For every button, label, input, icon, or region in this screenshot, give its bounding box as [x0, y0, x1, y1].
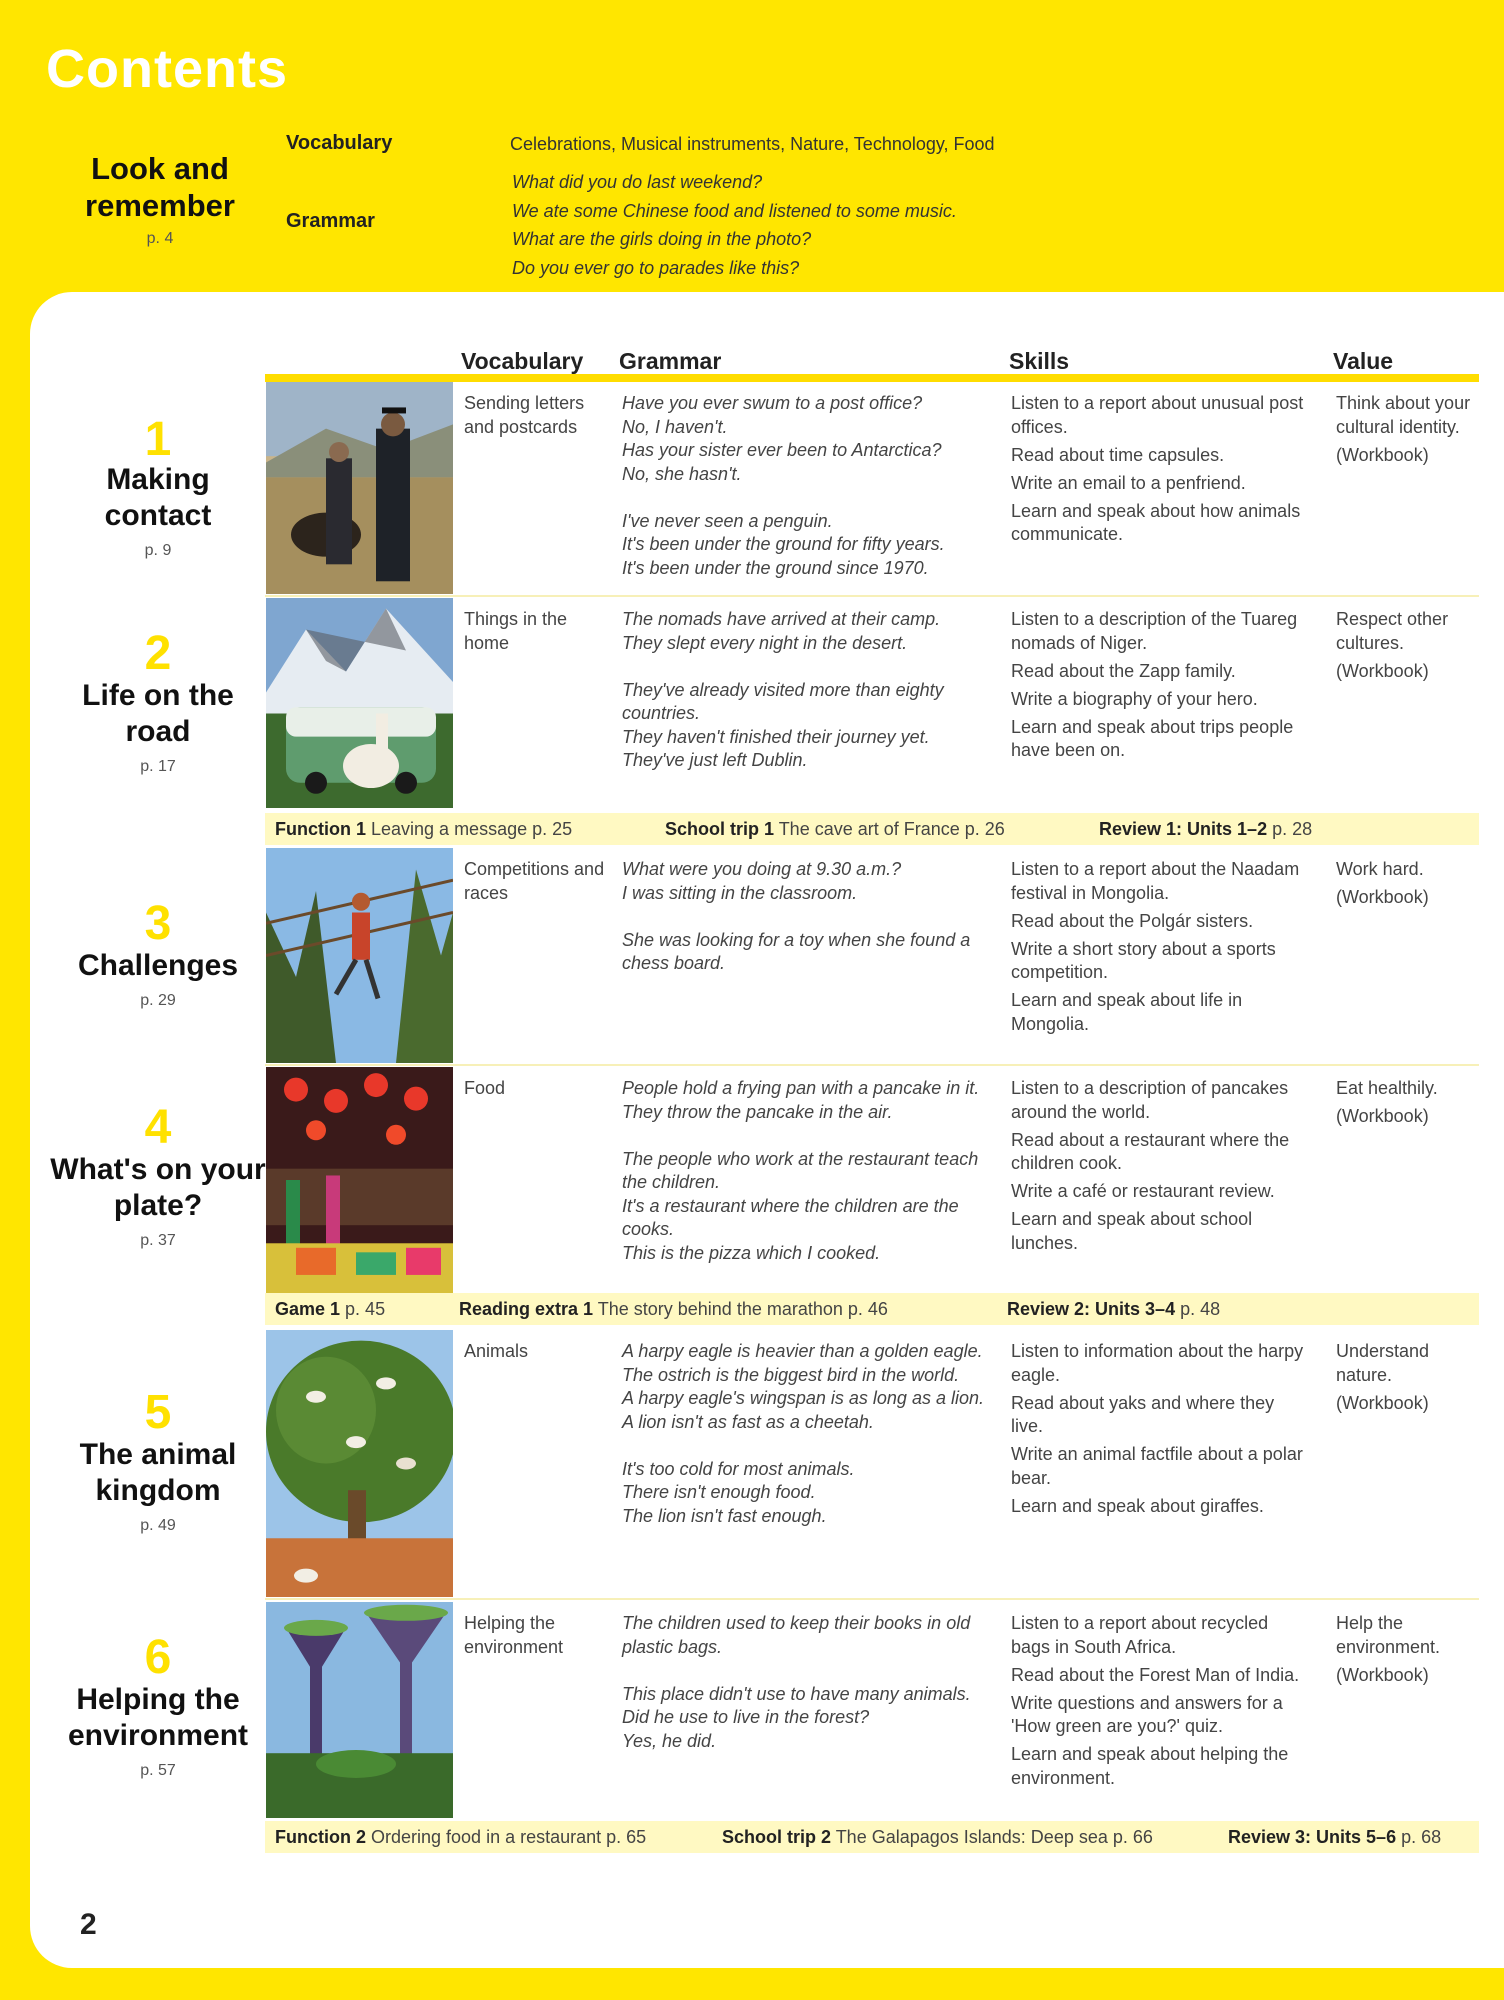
extras-item[interactable]: [275, 1299, 385, 1320]
grammar-cell: [622, 858, 994, 999]
grammar-cell: [622, 392, 994, 604]
value-item: Understand nature.: [1336, 1341, 1430, 1385]
value-cell: [1336, 392, 1476, 472]
extras-item-text: Ordering food in a restaurant p. 65: [366, 1827, 647, 1847]
look-and-remember-page: p. 4: [146, 230, 174, 247]
unit-title[interactable]: What's on your plate?: [50, 1153, 266, 1222]
skill-item: Write a café or restaurant review.: [1011, 1181, 1275, 1201]
vocabulary-cell: Animals: [464, 1341, 529, 1361]
camper-van-with-llama-photo: [266, 598, 453, 808]
skill-item: Read about time capsules.: [1011, 444, 1225, 465]
unit-number: 1: [144, 413, 172, 466]
grammar-example: This place didn't use to have many animals. Did he use to live in the forest? Yes, he did.: [622, 1683, 971, 1751]
skill-item: Read about yaks and where they live.: [1011, 1392, 1275, 1436]
extras-item-text: Leaving a message p. 25: [366, 819, 573, 839]
skill-item: Read about the Zapp family.: [1011, 660, 1236, 681]
grammar-example: I've never seen a penguin. It's been under the ground for fifty years. It's been under the ground since 1970.: [622, 510, 945, 578]
skill-item: Learn and speak about trips people have been on.: [1011, 716, 1294, 760]
unit-title[interactable]: Life on the road: [82, 679, 234, 748]
extras-item-label: Function 1: [275, 819, 366, 839]
skill-item: Write questions and answers for a 'How green are you?' quiz.: [1011, 1692, 1283, 1736]
row-divider: [265, 595, 1479, 597]
lar-grammar-examples: [512, 168, 957, 282]
extras-item[interactable]: [1099, 819, 1312, 840]
value-item: Help the environment.: [1336, 1613, 1441, 1657]
extras-item-label: Function 2: [275, 1827, 366, 1847]
row-divider: [265, 1064, 1479, 1066]
extras-item-label: School trip 2: [722, 1827, 832, 1847]
unit-number: 4: [144, 1101, 172, 1154]
extras-item-label: School trip 1: [665, 819, 775, 839]
value-cell: [1336, 1612, 1476, 1692]
rope-course-climber-photo: [266, 848, 453, 1063]
extras-item[interactable]: [275, 1827, 646, 1848]
value-item: (Workbook): [1336, 1106, 1429, 1126]
extras-item-label: Reading extra 1: [459, 1299, 594, 1319]
grammar-example: People hold a frying pan with a pancake in it. They throw the pancake in the air.: [622, 1078, 980, 1122]
extras-item[interactable]: [665, 819, 1005, 840]
row-divider: [265, 1598, 1479, 1600]
grammar-example: What were you doing at 9.30 a.m.? I was sitting in the classroom.: [622, 859, 902, 903]
skill-item: Read about the Polgár sisters.: [1011, 910, 1254, 931]
lar-grammar-line: What did you do last weekend?: [512, 172, 763, 192]
vocabulary-cell: Food: [464, 1078, 506, 1098]
extras-item[interactable]: [1007, 1299, 1220, 1320]
skills-cell: [1011, 858, 1311, 1041]
skills-cell: [1011, 1612, 1311, 1795]
lar-grammar-line: Do you ever go to parades like this?: [512, 257, 800, 278]
value-cell: [1336, 1340, 1476, 1420]
grammar-example: The children used to keep their books in old plastic bags.: [622, 1613, 971, 1657]
grammar-example: It's too cold for most animals. There isn't enough food. The lion isn't fast enough.: [622, 1458, 855, 1526]
lantern-food-market-photo: [266, 1067, 453, 1293]
grammar-example: The nomads have arrived at their camp. They slept every night in the desert.: [622, 609, 941, 653]
extras-item-text: p. 68: [1396, 1827, 1442, 1847]
skills-cell: [1011, 392, 1311, 551]
grammar-cell: [622, 1340, 994, 1552]
skill-item: Learn and speak about helping the environment.: [1011, 1744, 1289, 1788]
value-item: (Workbook): [1336, 1392, 1429, 1413]
skill-item: Listen to information about the harpy eagle.: [1011, 1341, 1304, 1385]
extras-item-text: The story behind the marathon p. 46: [593, 1299, 888, 1319]
goats-in-argan-tree-photo: [266, 1330, 453, 1597]
extras-item[interactable]: [459, 1299, 888, 1320]
skill-item: Learn and speak about life in Mongolia.: [1011, 990, 1243, 1034]
grammar-example: They've already visited more than eighty countries. They haven't finished their journey yet. They've just left Dublin.: [622, 679, 944, 770]
extras-item-text: The Galapagos Islands: Deep sea p. 66: [831, 1827, 1153, 1847]
unit-title[interactable]: The animal kingdom: [79, 1438, 237, 1507]
page-number: 2: [80, 1908, 97, 1941]
extras-item[interactable]: [722, 1827, 1153, 1848]
skill-item: Listen to a description of the Tuareg nomads of Niger.: [1011, 609, 1298, 653]
header-grammar: Grammar: [619, 348, 722, 374]
header-vocabulary: Vocabulary: [461, 348, 584, 374]
unit-number: 3: [144, 897, 172, 950]
skills-cell: [1011, 608, 1311, 767]
value-item: (Workbook): [1336, 444, 1429, 465]
value-item: (Workbook): [1336, 660, 1429, 681]
extras-item[interactable]: [275, 819, 572, 840]
unit-number: 6: [144, 1631, 172, 1684]
unit-page-ref: p. 17: [140, 758, 176, 775]
value-item: Think about your cultural identity.: [1336, 393, 1471, 437]
unit-page-ref: p. 49: [140, 1517, 176, 1534]
vocabulary-cell: Sending letters and postcards: [464, 393, 585, 437]
skill-item: Read about the Forest Man of India.: [1011, 1664, 1300, 1685]
unit-title[interactable]: Making contact: [104, 463, 212, 532]
skill-item: Listen to a description of pancakes around the world.: [1011, 1078, 1289, 1122]
extras-item-label: Review 1: Units 1–2: [1099, 819, 1268, 839]
extras-item-text: p. 28: [1267, 819, 1313, 839]
header-skills: Skills: [1009, 348, 1070, 374]
skill-item: Write a biography of your hero.: [1011, 688, 1258, 709]
unit-page-ref: p. 9: [144, 542, 172, 559]
value-item: Work hard.: [1336, 859, 1424, 879]
grammar-example: The people who work at the restaurant teach the children. It's a restaurant where the children are the cooks. This is the pizza which I cooked.: [622, 1148, 979, 1263]
skills-cell: [1011, 1077, 1311, 1260]
extras-item-text: The cave art of France p. 26: [774, 819, 1005, 839]
unit-title[interactable]: Helping the environment: [67, 1683, 249, 1752]
grammar-cell: [622, 608, 994, 796]
value-item: Eat healthily.: [1336, 1078, 1438, 1098]
grammar-example: A harpy eagle is heavier than a golden eagle. The ostrich is the biggest bird in the world. A harpy eagle's wingspan is as long as a lion. A lion isn't as fast as a cheetah.: [622, 1341, 984, 1432]
look-and-remember-heading: Look and remember: [85, 151, 235, 223]
skill-item: Read about a restaurant where the children cook.: [1011, 1129, 1290, 1173]
unit-number: 5: [144, 1386, 172, 1439]
value-item: Respect other cultures.: [1336, 609, 1449, 653]
nomad-family-with-sheep-photo: [266, 382, 453, 594]
grammar-cell: [622, 1077, 994, 1289]
extras-item-text: p. 45: [340, 1299, 386, 1319]
value-item: (Workbook): [1336, 887, 1429, 907]
header-rule: [265, 374, 1479, 382]
skills-cell: [1011, 1340, 1311, 1523]
header-value: Value: [1333, 348, 1394, 374]
skill-item: Listen to a report about recycled bags in South Africa.: [1011, 1613, 1269, 1657]
lar-vocabulary-label: Vocabulary: [286, 132, 393, 154]
skill-item: Learn and speak about giraffes.: [1011, 1495, 1264, 1516]
vocabulary-cell: Helping the environment: [464, 1613, 564, 1657]
unit-title[interactable]: Challenges: [77, 949, 239, 982]
value-item: (Workbook): [1336, 1664, 1429, 1685]
vocabulary-cell: Competitions and races: [464, 859, 605, 903]
unit-page-ref: p. 57: [140, 1762, 176, 1779]
skill-item: Learn and speak about school lunches.: [1011, 1209, 1253, 1253]
page-title: Contents: [46, 39, 288, 99]
extras-item-label: Review 2: Units 3–4: [1007, 1299, 1176, 1319]
skill-item: Write an email to a penfriend.: [1011, 472, 1246, 493]
skill-item: Learn and speak about how animals communicate.: [1011, 500, 1301, 544]
value-cell: [1336, 1077, 1476, 1133]
lar-grammar-label: Grammar: [286, 210, 375, 232]
lar-vocabulary-text: Celebrations, Musical instruments, Nature, Technology, Food: [510, 134, 995, 154]
extras-item-label: Game 1: [275, 1299, 341, 1319]
grammar-cell: [622, 1612, 994, 1777]
grammar-example: Have you ever swum to a post office? No, I haven't. Has your sister ever been to Antarctica? No, she hasn't.: [622, 393, 942, 484]
unit-page-ref: p. 37: [140, 1232, 176, 1249]
lar-grammar-line: What are the girls doing in the photo?: [512, 229, 812, 249]
extras-item[interactable]: [1228, 1827, 1441, 1848]
extras-item-text: p. 48: [1175, 1299, 1221, 1319]
extras-item-label: Review 3: Units 5–6: [1228, 1827, 1397, 1847]
unit-number: 2: [144, 627, 172, 680]
grammar-example: She was looking for a toy when she found a chess board.: [622, 929, 971, 973]
value-cell: [1336, 608, 1476, 688]
skill-item: Listen to a report about the Naadam festival in Mongolia.: [1011, 859, 1300, 903]
skill-item: Listen to a report about unusual post offices.: [1011, 393, 1304, 437]
skill-item: Write a short story about a sports competition.: [1011, 938, 1276, 982]
lar-grammar-line: We ate some Chinese food and listened to some music.: [512, 200, 957, 221]
unit-page-ref: p. 29: [140, 992, 176, 1009]
value-cell: [1336, 858, 1476, 914]
skill-item: Write an animal factfile about a polar bear.: [1011, 1444, 1303, 1488]
supertree-grove-photo: [266, 1602, 453, 1818]
vocabulary-cell: Things in the home: [464, 609, 568, 653]
